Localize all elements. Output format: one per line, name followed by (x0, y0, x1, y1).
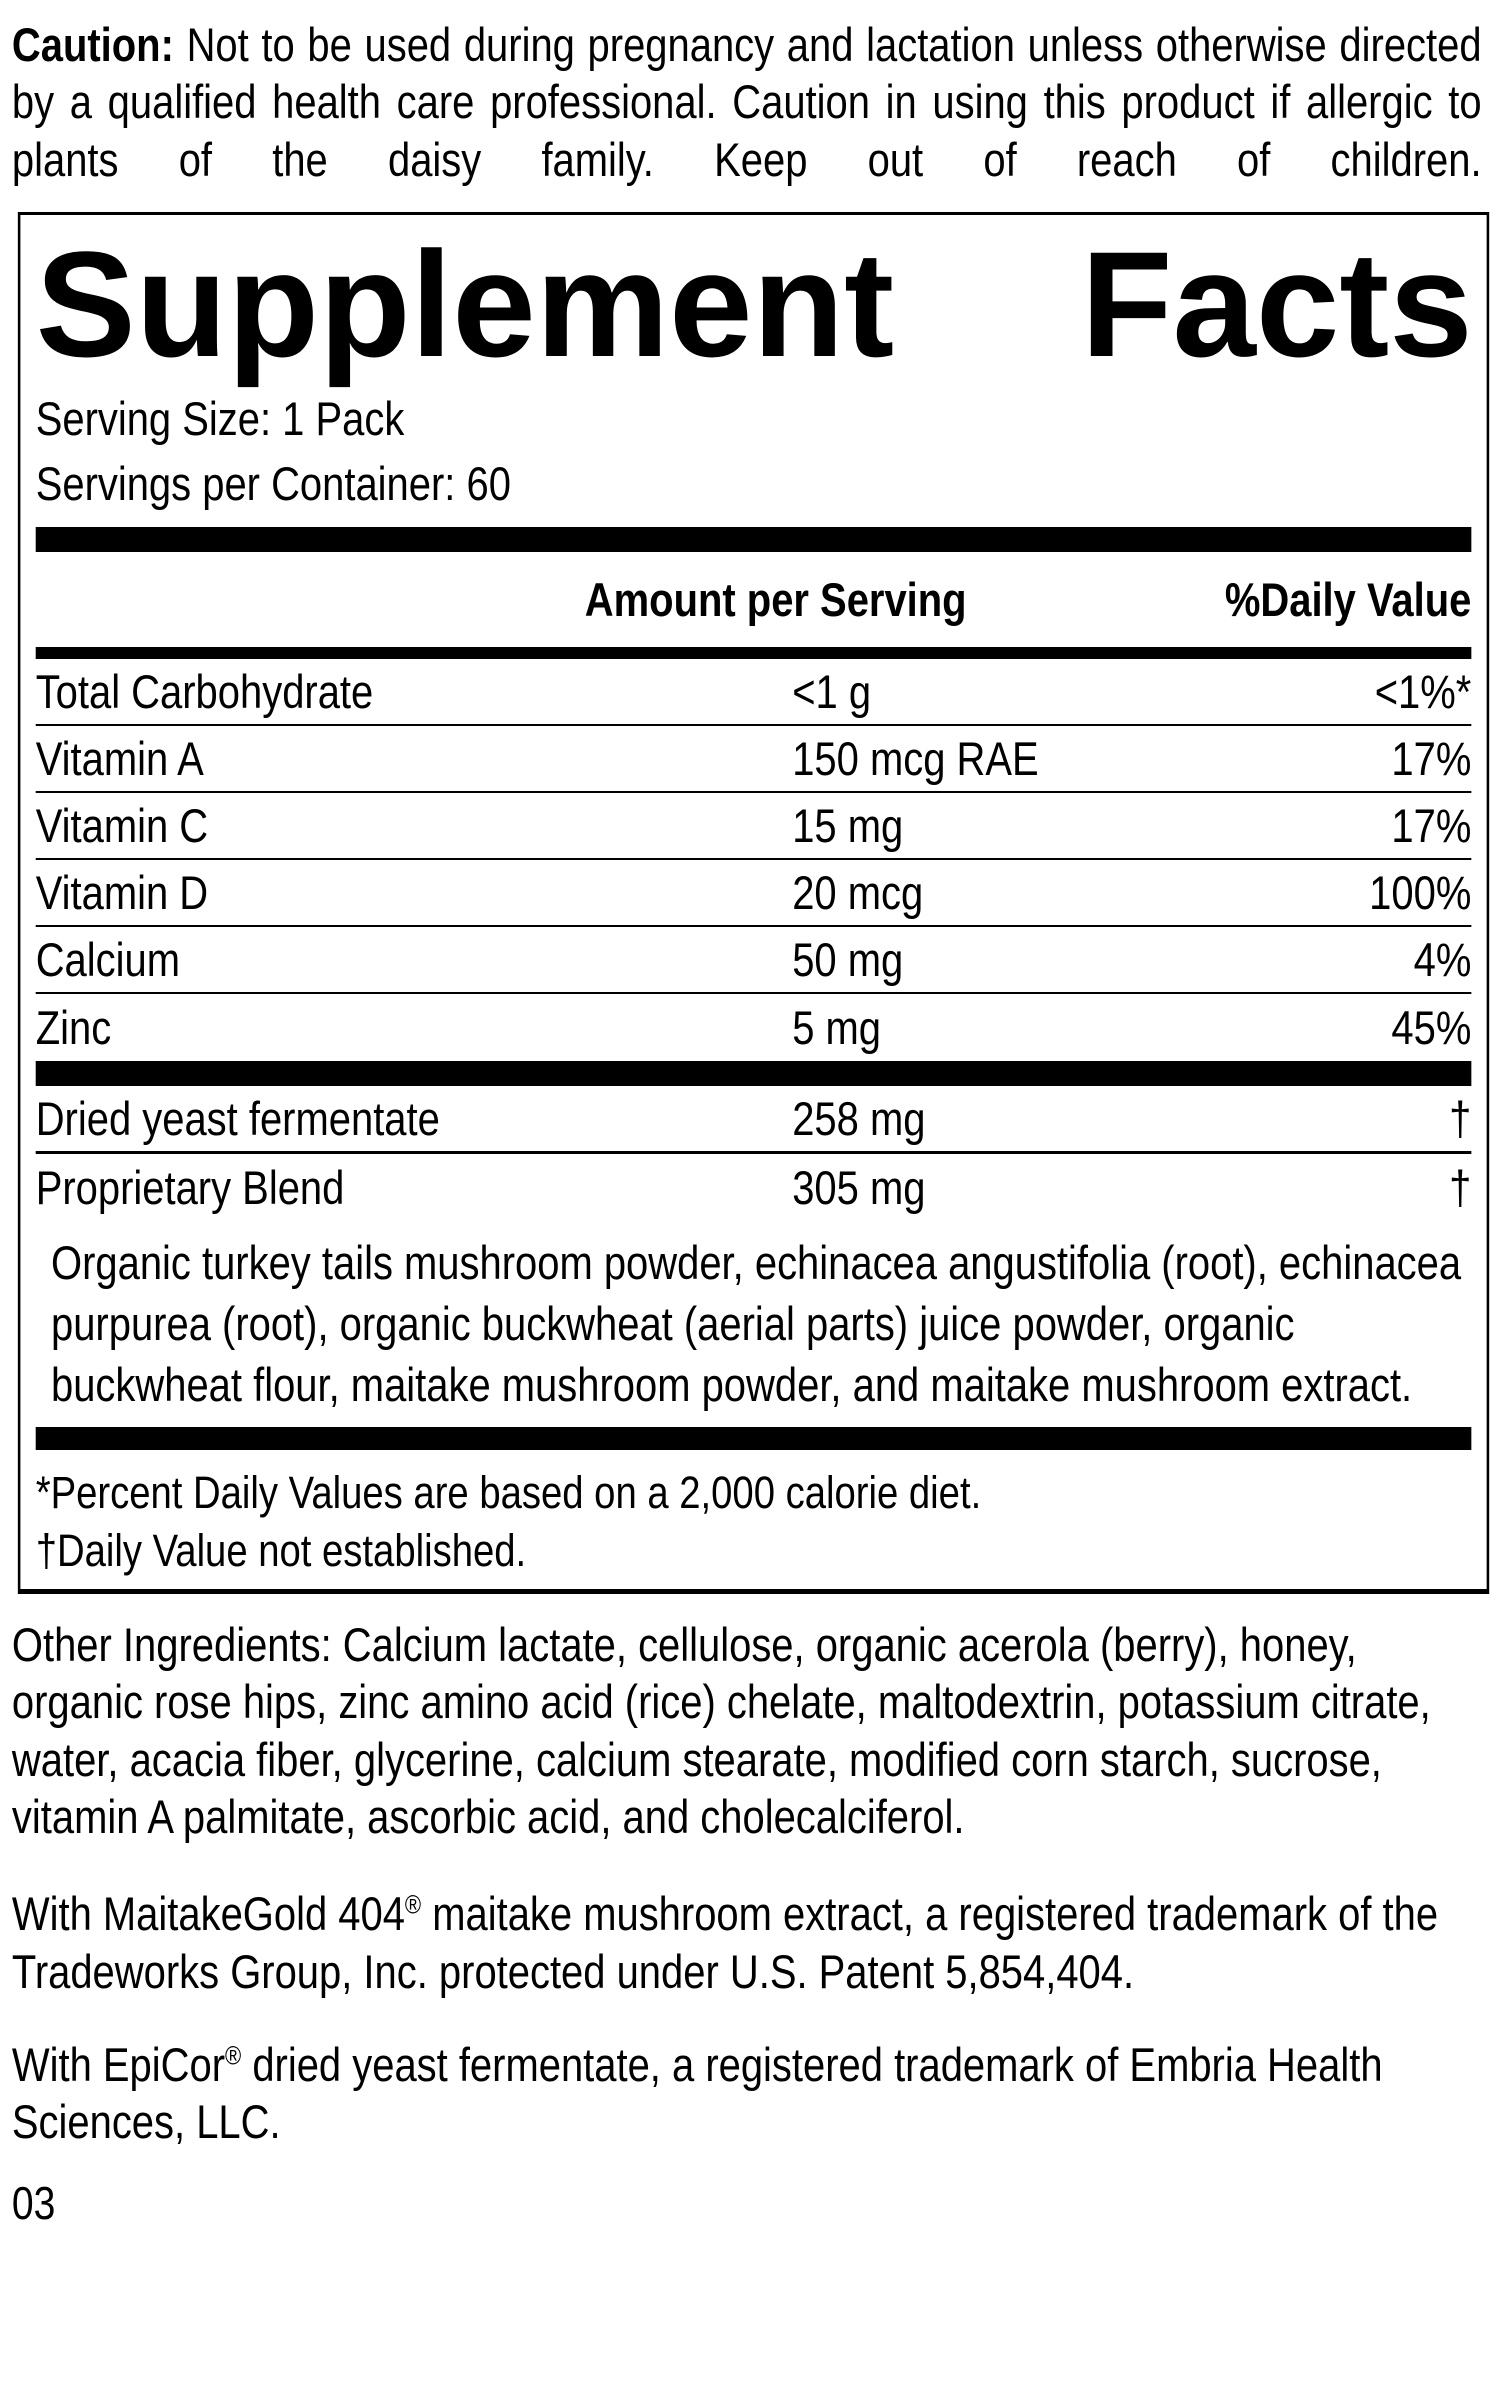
table-row-dried-yeast-fermentate (36, 1086, 1472, 1154)
divider-bar-bottom (36, 1427, 1472, 1450)
table-header-row (36, 552, 1472, 647)
nutrient-amount: 5 mg (792, 1000, 882, 1054)
nutrient-name: Vitamin D (35, 865, 209, 919)
nutrient-name: Total Carbohydrate (35, 664, 374, 718)
nutrient-amount: <1 g (792, 664, 872, 718)
nutrient-daily-value: 17% (1391, 731, 1472, 785)
table-row-total-carbohydrate (36, 659, 1472, 726)
divider-bar-header (36, 647, 1472, 659)
dagger-footnote: †Daily Value not established. (35, 1525, 527, 1577)
nutrient-amount: 50 mg (792, 932, 904, 986)
nutrient-amount: 15 mg (792, 798, 904, 852)
nutrient-daily-value: † (1449, 1091, 1472, 1145)
nutrient-name: Dried yeast fermentate (35, 1091, 440, 1145)
nutrient-daily-value: 4% (1413, 932, 1472, 986)
nutrient-amount: 305 mg (792, 1161, 926, 1215)
caution-paragraph (0, 0, 1500, 188)
serving-size: Serving Size: 1 Pack (35, 391, 405, 445)
epicor-trademark-paragraph (0, 2036, 1500, 2151)
maitake-text-after-reg: maitake mushroom extract, a registered trademark of the Tradeworks Group, Inc. protected under U.S. Patent 5,854,404. (11, 1887, 1439, 1998)
table-row-zinc (36, 994, 1472, 1061)
nutrient-amount: 20 mcg (792, 865, 924, 919)
nutrient-amount: 150 mcg RAE (792, 731, 1039, 785)
proprietary-blend-description: Organic turkey tails mushroom powder, echinacea angustifolia (root), echinacea purpurea (root), organic buckwheat (aerial parts) juice powder, organic buckwheat flour, maitake mushroom powder, and maitake mushroom extract. (51, 1235, 1462, 1411)
servings-per-container: Servings per Container: 60 (35, 456, 511, 510)
amount-per-serving-header: Amount per Serving (584, 572, 967, 626)
table-row-vitamin-a (36, 726, 1472, 793)
maitake-trademark-paragraph (0, 1885, 1500, 2000)
nutrient-daily-value: 100% (1369, 865, 1472, 919)
caution-text: Not to be used during pregnancy and lactation unless otherwise directed by a qualified health care professional. Caution in using this product if allergic to plants of the daisy family. Keep out of reach of children. (11, 18, 1482, 186)
other-ingredients-paragraph: Other Ingredients: Calcium lactate, cellulose, organic acerola (berry), honey, organic rose hips, zinc amino acid (rice) chelate, maltodextrin, potassium citrate, water, acacia fiber, glycerine, calcium stearate, modified corn starch, sucrose, vitamin A palmitate, ascorbic acid, and cholecalciferol. (11, 1617, 1431, 1843)
nutrient-daily-value: 17% (1391, 798, 1472, 852)
table-row-calcium (36, 927, 1472, 994)
nutrient-name: Zinc (35, 1000, 112, 1054)
percent-daily-value-footnote: *Percent Daily Values are based on a 2,000 calorie diet. (35, 1466, 982, 1518)
caution-heading: Caution: (11, 18, 174, 71)
supplement-facts-panel (18, 212, 1489, 1594)
divider-bar-middle (36, 1061, 1472, 1086)
registered-trademark-icon: ® (404, 1891, 422, 1920)
nutrient-name: Vitamin A (35, 731, 204, 785)
nutrient-name: Calcium (35, 932, 181, 986)
table-row-proprietary-blend (36, 1154, 1472, 1222)
table-row-vitamin-c (36, 793, 1472, 860)
nutrient-name: Vitamin C (35, 798, 209, 852)
maitake-text-before-reg: With MaitakeGold 404 (11, 1887, 405, 1941)
nutrient-daily-value: 45% (1391, 1000, 1472, 1054)
nutrient-daily-value: <1%* (1374, 664, 1472, 718)
table-row-vitamin-d (36, 860, 1472, 927)
page-number: 03 (11, 2176, 56, 2229)
panel-title (35, 219, 1473, 388)
panel-title-word-facts: Facts (1080, 219, 1473, 388)
daily-value-header: %Daily Value (1224, 572, 1472, 626)
registered-trademark-icon: ® (225, 2042, 242, 2071)
epicor-text-before-reg: With EpiCor (11, 2037, 226, 2091)
nutrient-name: Proprietary Blend (35, 1161, 345, 1215)
epicor-text-after-reg: dried yeast fermentate, a registered trademark of Embria Health Sciences, LLC. (11, 2037, 1383, 2149)
panel-title-word-supplement: Supplement (35, 219, 895, 388)
nutrient-daily-value: † (1449, 1161, 1472, 1215)
nutrient-amount: 258 mg (792, 1091, 926, 1145)
divider-bar-top (36, 527, 1472, 552)
